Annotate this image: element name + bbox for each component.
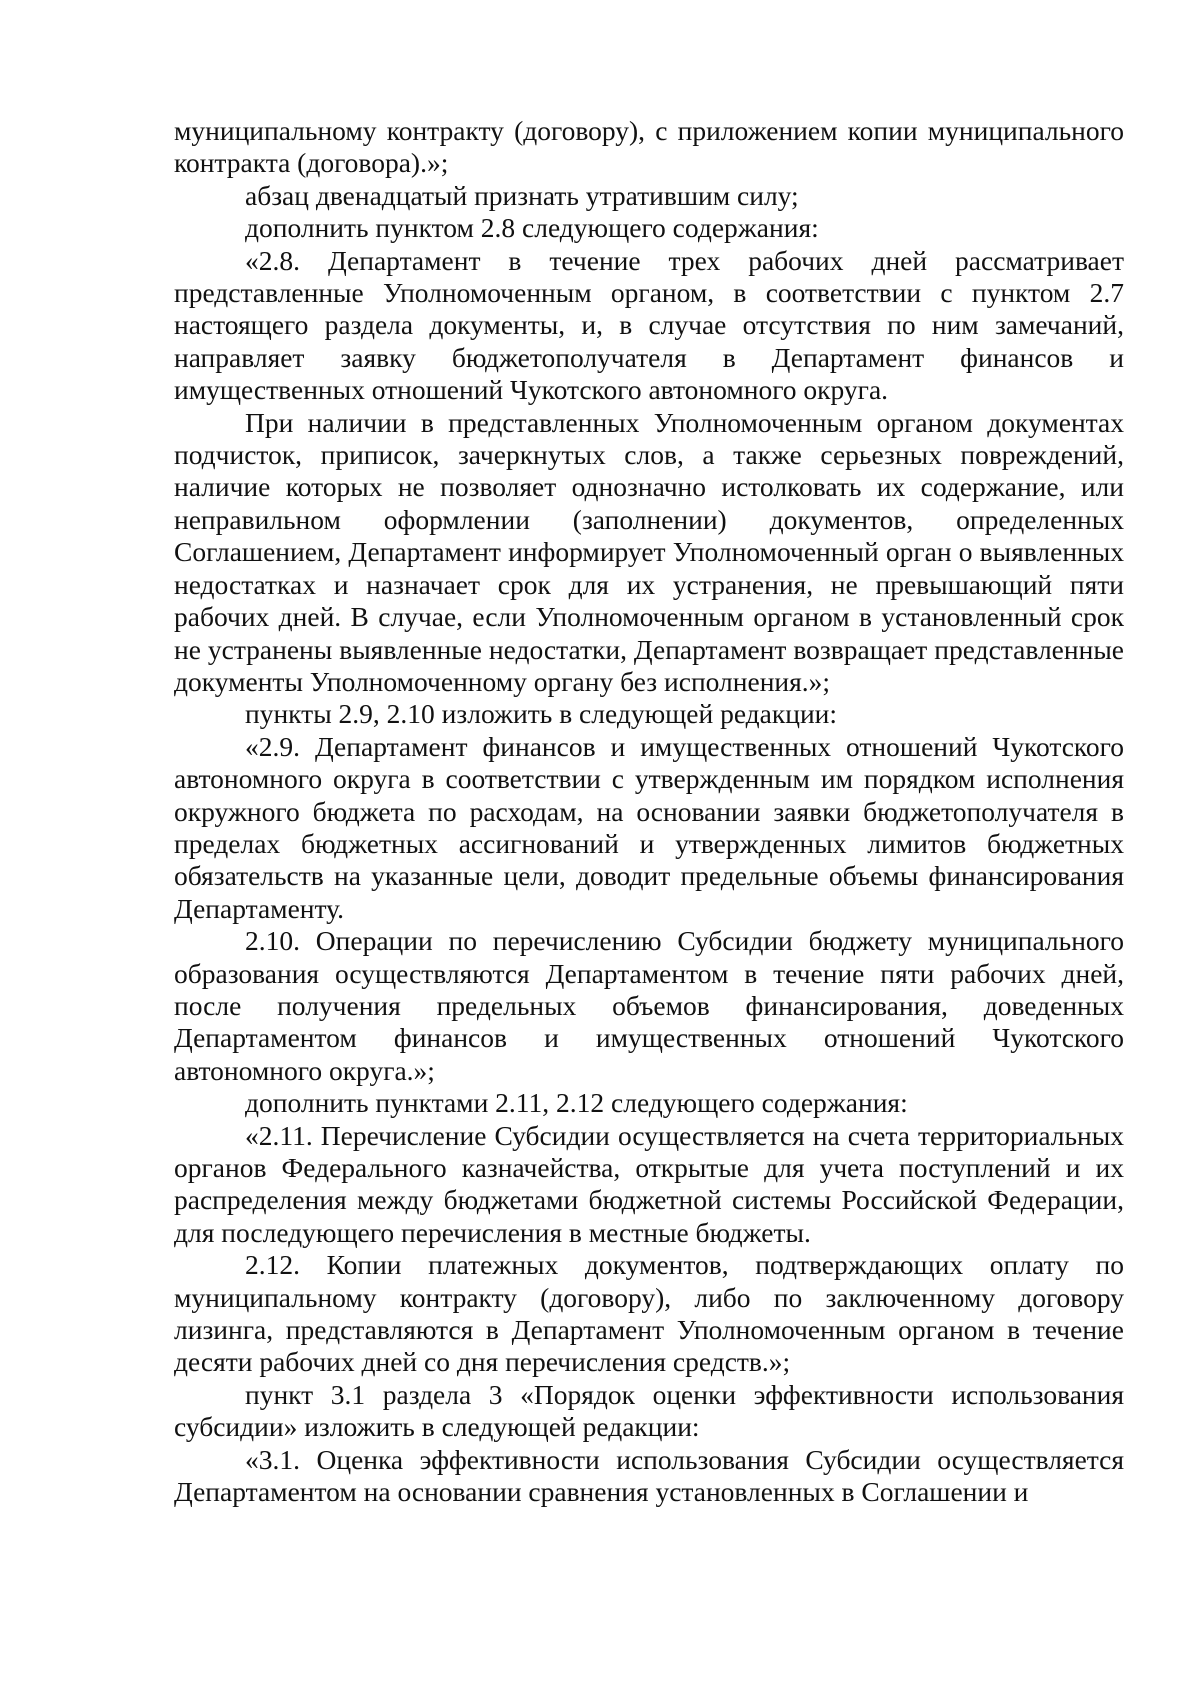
paragraph-clause-2-8: «2.8. Департамент в течение трех рабочих дней рассматривает представленные Уполномоченным органом, в соответствии с пунктом 2.7 настоящего раздела документы, и, в случае отсутствия по ним замечаний, направляет заявку бюджетополучателя в Департамент финансов и имущественных отношений Чукотского автономного округа. (174, 244, 1124, 406)
paragraph-amend-2-9-2-10: пункты 2.9, 2.10 изложить в следующей редакции: (245, 698, 838, 730)
paragraph-add-2-11-2-12: дополнить пунктами 2.11, 2.12 следующего содержания: (245, 1087, 908, 1119)
paragraph-amendment-abzac: абзац двенадцатый признать утратившим силу; (245, 179, 799, 211)
paragraph-clause-2-10: 2.10. Операции по перечислению Субсидии бюджету муниципального образования осуществляются Департаментом в течение пяти рабочих дней, после получения предельных объемов финансирования, доведенных Департаментом финансов и имущественных отношений Чукотского автономного округа.»; (174, 925, 1124, 1086)
paragraph-clause-2-11: «2.11. Перечисление Субсидии осуществляется на счета территориальных органов Федерального казначейства, открытые для учета поступлений и их распределения между бюджетами бюджетной системы Российской Федерации, для последующего перечисления в местные бюджеты. (174, 1119, 1124, 1248)
paragraph-add-2-8: дополнить пунктом 2.8 следующего содержания: (245, 212, 819, 244)
document-body (174, 115, 1124, 1508)
paragraph-clause-2-12: 2.12. Копии платежных документов, подтверждающих оплату по муниципальному контракту (договору), либо по заключенному договору лизинга, представляются в Департамент Уполномоченным органом в течение десяти рабочих дней со дня перечисления средств.»; (174, 1249, 1124, 1378)
paragraph-clause-3-1: «3.1. Оценка эффективности использования Субсидии осуществляется Департаментом на основании сравнения установленных в Соглашении и (174, 1443, 1124, 1508)
paragraph-continuation: муниципальному контракту (договору), с приложением копии муниципального контракта (договора).»; (174, 115, 1124, 179)
paragraph-clause-2-8-detail: При наличии в представленных Уполномоченным органом документах подчисток, приписок, зачеркнутых слов, а также серьезных повреждений, наличие которых не позволяет однозначно истолковать их содержание, или неправильном оформлении (заполнении) документов, определенных Соглашением, Департамент информирует Уполномоченный орган о выявленных недостатках и назначает срок для их устранения, не превышающий пяти рабочих дней. В случае, если Уполномоченным органом в установленный срок не устранены выявленные недостатки, Департамент возвращает представленные документы Уполномоченному органу без исполнения.»; (174, 406, 1124, 697)
paragraph-clause-2-9: «2.9. Департамент финансов и имущественных отношений Чукотского автономного округа в соответствии с утвержденным им порядком исполнения окружного бюджета по расходам, на основании заявки бюджетополучателя в пределах бюджетных ассигнований и утвержденных лимитов бюджетных обязательств на указанные цели, доводит предельные объемы финансирования Департаменту. (174, 730, 1124, 924)
paragraph-amend-3-1: пункт 3.1 раздела 3 «Порядок оценки эффективности использования субсидии» изложить в следующей редакции: (174, 1378, 1124, 1443)
